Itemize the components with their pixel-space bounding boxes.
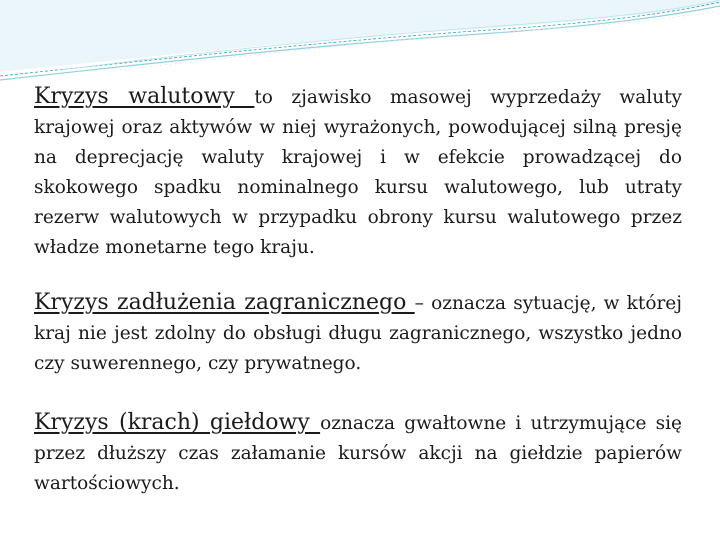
- term-foreign-debt-crisis: Kryzys zadłużenia zagranicznego: [34, 290, 415, 315]
- definition-stock-market-crash: [34, 408, 682, 499]
- definition-currency-crisis: [34, 82, 682, 263]
- decorative-swoosh: [0, 0, 720, 90]
- term-currency-crisis: Kryzys walutowy: [34, 84, 255, 109]
- definition-foreign-debt-crisis: [34, 288, 682, 379]
- definition-text-foreign-debt-crisis: – oznacza sytuację, w której kraj nie jest zdolny do obsługi długu zagranicznego, wszystko jedno czy suwerennego, czy prywatnego.: [34, 293, 682, 374]
- definition-text-currency-crisis: to zjawisko masowej wyprzedaży waluty krajowej oraz aktywów w niej wyrażonych, powodującej silną presję na deprecjację waluty krajowej i w efekcie prowadzącej do skokowego spadku nominalnego kursu walutowego, lub utraty rezerw walutowych w przypadku obrony kursu walutowego przez władze monetarne tego kraju.: [34, 87, 682, 258]
- swoosh-band: [0, 0, 720, 72]
- definition-text-stock-market-crash: oznacza gwałtowne i utrzymujące się przez dłuższy czas załamanie kursów akcji na giełdzie papierów wartościowych.: [34, 413, 682, 494]
- term-stock-market-crash: Kryzys (krach) giełdowy: [34, 410, 321, 435]
